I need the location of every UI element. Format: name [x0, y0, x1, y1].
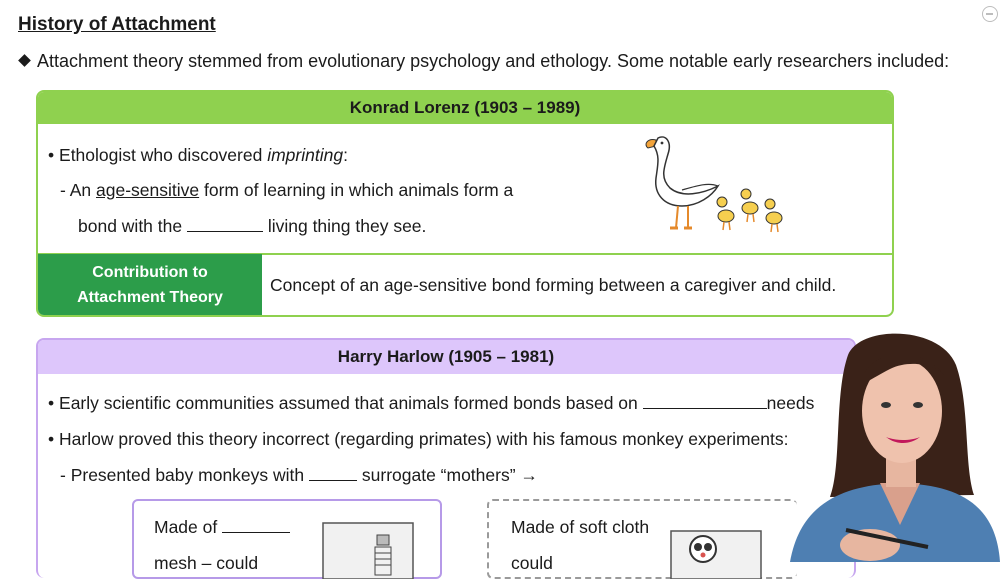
cloth-mother-text: Made of soft cloth	[511, 517, 650, 537]
presenter-video-icon	[760, 325, 1000, 562]
diamond-bullet-icon	[18, 54, 31, 67]
bullet-dot: •	[48, 393, 55, 413]
bullet-dot: •	[48, 145, 55, 165]
cloth-mother-line-2: could	[511, 553, 553, 573]
lorenz-header: Konrad Lorenz (1903 – 1989)	[38, 92, 892, 124]
lorenz-card	[36, 90, 894, 317]
wire-mother-text	[154, 517, 290, 538]
cloth-mother-icon	[667, 527, 767, 579]
lorenz-bullet-1	[48, 145, 348, 166]
fill-in-blank[interactable]	[309, 466, 357, 481]
harlow-bullet-2	[48, 429, 788, 450]
lorenz-sub-1-line-2	[78, 216, 426, 237]
imprinting-term: imprinting	[267, 145, 344, 165]
harlow-sub-1-suffix: surrogate “mothers” →	[357, 465, 538, 485]
harlow-sub-1-prefix: - Presented baby monkeys with	[60, 465, 310, 485]
harlow-bullet-2-text: Harlow proved this theory incorrect (regarding primates) with his famous monkey experiments:	[59, 429, 789, 449]
minus-circle-icon[interactable]	[982, 6, 998, 22]
cloth-mother-box	[487, 499, 797, 579]
wire-mother-box	[132, 499, 442, 579]
harlow-header: Harry Harlow (1905 – 1981)	[38, 340, 854, 374]
bullet-dot: •	[48, 429, 55, 449]
lorenz-sub-1-suffix: form of learning in which animals form a	[199, 180, 514, 200]
goose-with-goslings-icon	[638, 132, 788, 242]
fill-in-blank[interactable]	[222, 518, 290, 533]
lorenz-sub-1-line-2-suffix: living thing they see.	[262, 216, 427, 236]
harlow-bullet-1-suffix: needs	[766, 393, 815, 413]
contribution-text: Concept of an age-sensitive bond forming between a caregiver and child.	[270, 275, 837, 295]
wire-mother-prefix: Made of	[154, 517, 223, 537]
intro-text: Attachment theory stemmed from evolutionary psychology and ethology. Some notable early researchers included:	[37, 51, 950, 71]
wire-mother-icon	[319, 517, 419, 579]
contribution-label-line-2: Attachment Theory	[77, 288, 223, 306]
wire-mother-line-2: mesh – could	[154, 553, 259, 573]
harlow-bullet-1	[48, 393, 814, 414]
lorenz-sub-1-prefix: - An	[60, 180, 96, 200]
harlow-bullet-1-text: Early scientific communities assumed that animals formed bonds based on	[59, 393, 643, 413]
contribution-label	[38, 254, 262, 315]
contribution-label-line-1: Contribution to	[92, 263, 208, 281]
age-sensitive-term: age-sensitive	[96, 180, 200, 200]
lorenz-bullet-1-colon: :	[343, 145, 348, 165]
fill-in-blank[interactable]	[643, 394, 767, 409]
lorenz-sub-1-line-2-prefix: bond with the	[78, 216, 187, 236]
harlow-sub-1	[60, 465, 538, 486]
page-title: History of Attachment	[18, 14, 216, 35]
fill-in-blank[interactable]	[187, 217, 263, 232]
intro-bullet	[18, 51, 949, 72]
lorenz-bullet-1-text: Ethologist who discovered	[59, 145, 268, 165]
lorenz-sub-1	[60, 180, 513, 201]
